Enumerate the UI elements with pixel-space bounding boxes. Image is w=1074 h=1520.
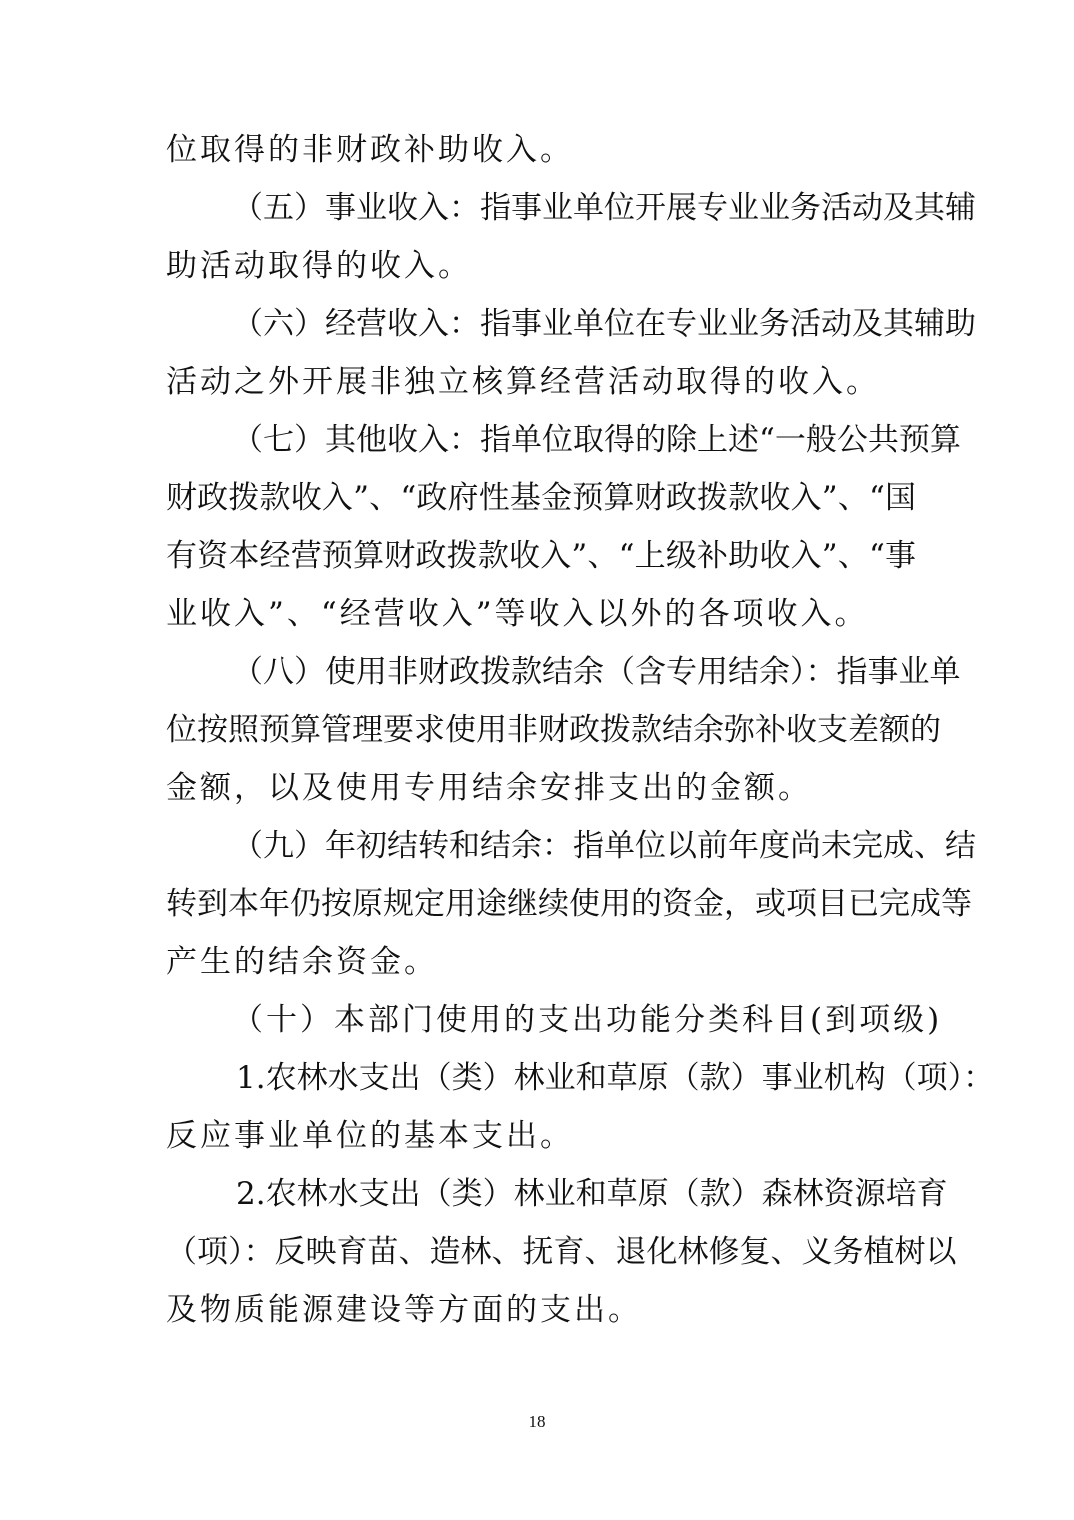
paragraph-line: 位取得的非财政补助收入。 xyxy=(166,132,574,168)
paragraph-line: 转到本年仍按原规定用途继续使用的资金，或项目已完成等 xyxy=(166,886,972,922)
paragraph-line: 反应事业单位的基本支出。 xyxy=(166,1118,574,1154)
section-heading: （十）本部门使用的支出功能分类科目(到项级) xyxy=(232,1002,943,1038)
paragraph-line: （七）其他收入：指单位取得的除上述“一般公共预算 xyxy=(232,422,961,458)
paragraph-line: 2.农林水支出（类）林业和草原（款）森林资源培育 xyxy=(236,1176,948,1212)
paragraph-line: 财政拨款收入”、“政府性基金预算财政拨款收入”、“国 xyxy=(166,480,916,516)
paragraph-line: 及物质能源建设等方面的支出。 xyxy=(166,1292,642,1328)
paragraph-line: 有资本经营预算财政拨款收入”、“上级补助收入”、“事 xyxy=(166,538,916,574)
paragraph-line: （六）经营收入：指事业单位在专业业务活动及其辅助 xyxy=(232,306,976,342)
paragraph-line: 金额，以及使用专用结余安排支出的金额。 xyxy=(166,770,812,806)
paragraph-line: 1.农林水支出（类）林业和草原（款）事业机构（项）： xyxy=(236,1060,995,1096)
paragraph-line: 业收入”、“经营收入”等收入以外的各项收入。 xyxy=(166,596,869,632)
paragraph-line: （八）使用非财政拨款结余（含专用结余）：指事业单 xyxy=(232,654,961,690)
paragraph-line: （项）：反映育苗、造林、抚育、退化林修复、义务植树以 xyxy=(166,1234,957,1270)
paragraph-line: 位按照预算管理要求使用非财政拨款结余弥补收支差额的 xyxy=(166,712,941,748)
paragraph-line: （五）事业收入：指事业单位开展专业业务活动及其辅 xyxy=(232,190,976,226)
paragraph-line: 助活动取得的收入。 xyxy=(166,248,472,284)
paragraph-line: （九）年初结转和结余：指单位以前年度尚未完成、结 xyxy=(232,828,976,864)
page-number: 18 xyxy=(528,1412,546,1431)
paragraph-line: 活动之外开展非独立核算经营活动取得的收入。 xyxy=(166,364,880,400)
paragraph-line: 产生的结余资金。 xyxy=(166,944,438,980)
